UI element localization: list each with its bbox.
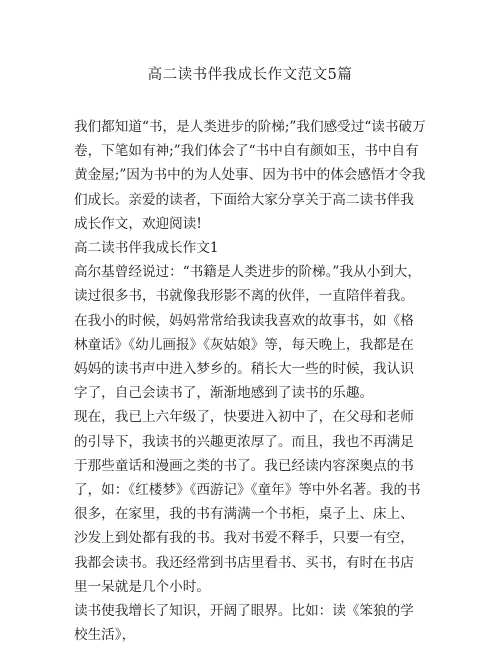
document-title: 高二读书伴我成长作文范文5篇 [147, 67, 353, 83]
document-body [74, 115, 426, 647]
paragraph-intro: 我们都知道“书，是人类进步的阶梯;”我们感受过“读书破万卷，下笔如有神;”我们体会了“书中自有颜如玉，书中自有黄金屋;”因为书中的为人处事、因为书中的体会感悟才令我们成长。亲爱的读者，下面给大家分享关于高二读书伴我成长作文，欢迎阅读! [74, 119, 426, 232]
paragraph: 读书使我增长了知识，开阔了眼界。比如：读《笨狼的学校生活》， [74, 603, 414, 644]
section-heading: 高二读书伴我成长作文1 [74, 240, 219, 257]
paragraph: 高尔基曾经说过：“书籍是人类进步的阶梯。”我从小到大，读过很多书，书就像我形影不离的伙伴，一直陪伴着我。 [74, 264, 421, 305]
paragraph: 现在，我已上六年级了，快要进入初中了，在父母和老师的引导下，我读书的兴趣更浓厚了。而且，我也不再满足于那些童话和漫画之类的书了。我已经读内容深奥点的书了，如：《红楼梦》《西游记》《童年》等中外名著。我的书很多，在家里，我的书有满满一个书柜，桌子上、床上、沙发上到处都有我的书。我对书爱不释手，只要一有空，我都会读书。我还经常到书店里看书、买书，有时在书店里一呆就是几个小时。 [74, 409, 421, 595]
paragraph: 在我小的时候，妈妈常常给我读我喜欢的故事书，如《格林童话》《幼儿画报》《灰姑娘》等，每天晚上，我都是在妈妈的读书声中进入梦乡的。稍长大一些的时候，我认识字了，自己会读书了，渐渐地感到了读书的乐趣。 [74, 312, 414, 402]
